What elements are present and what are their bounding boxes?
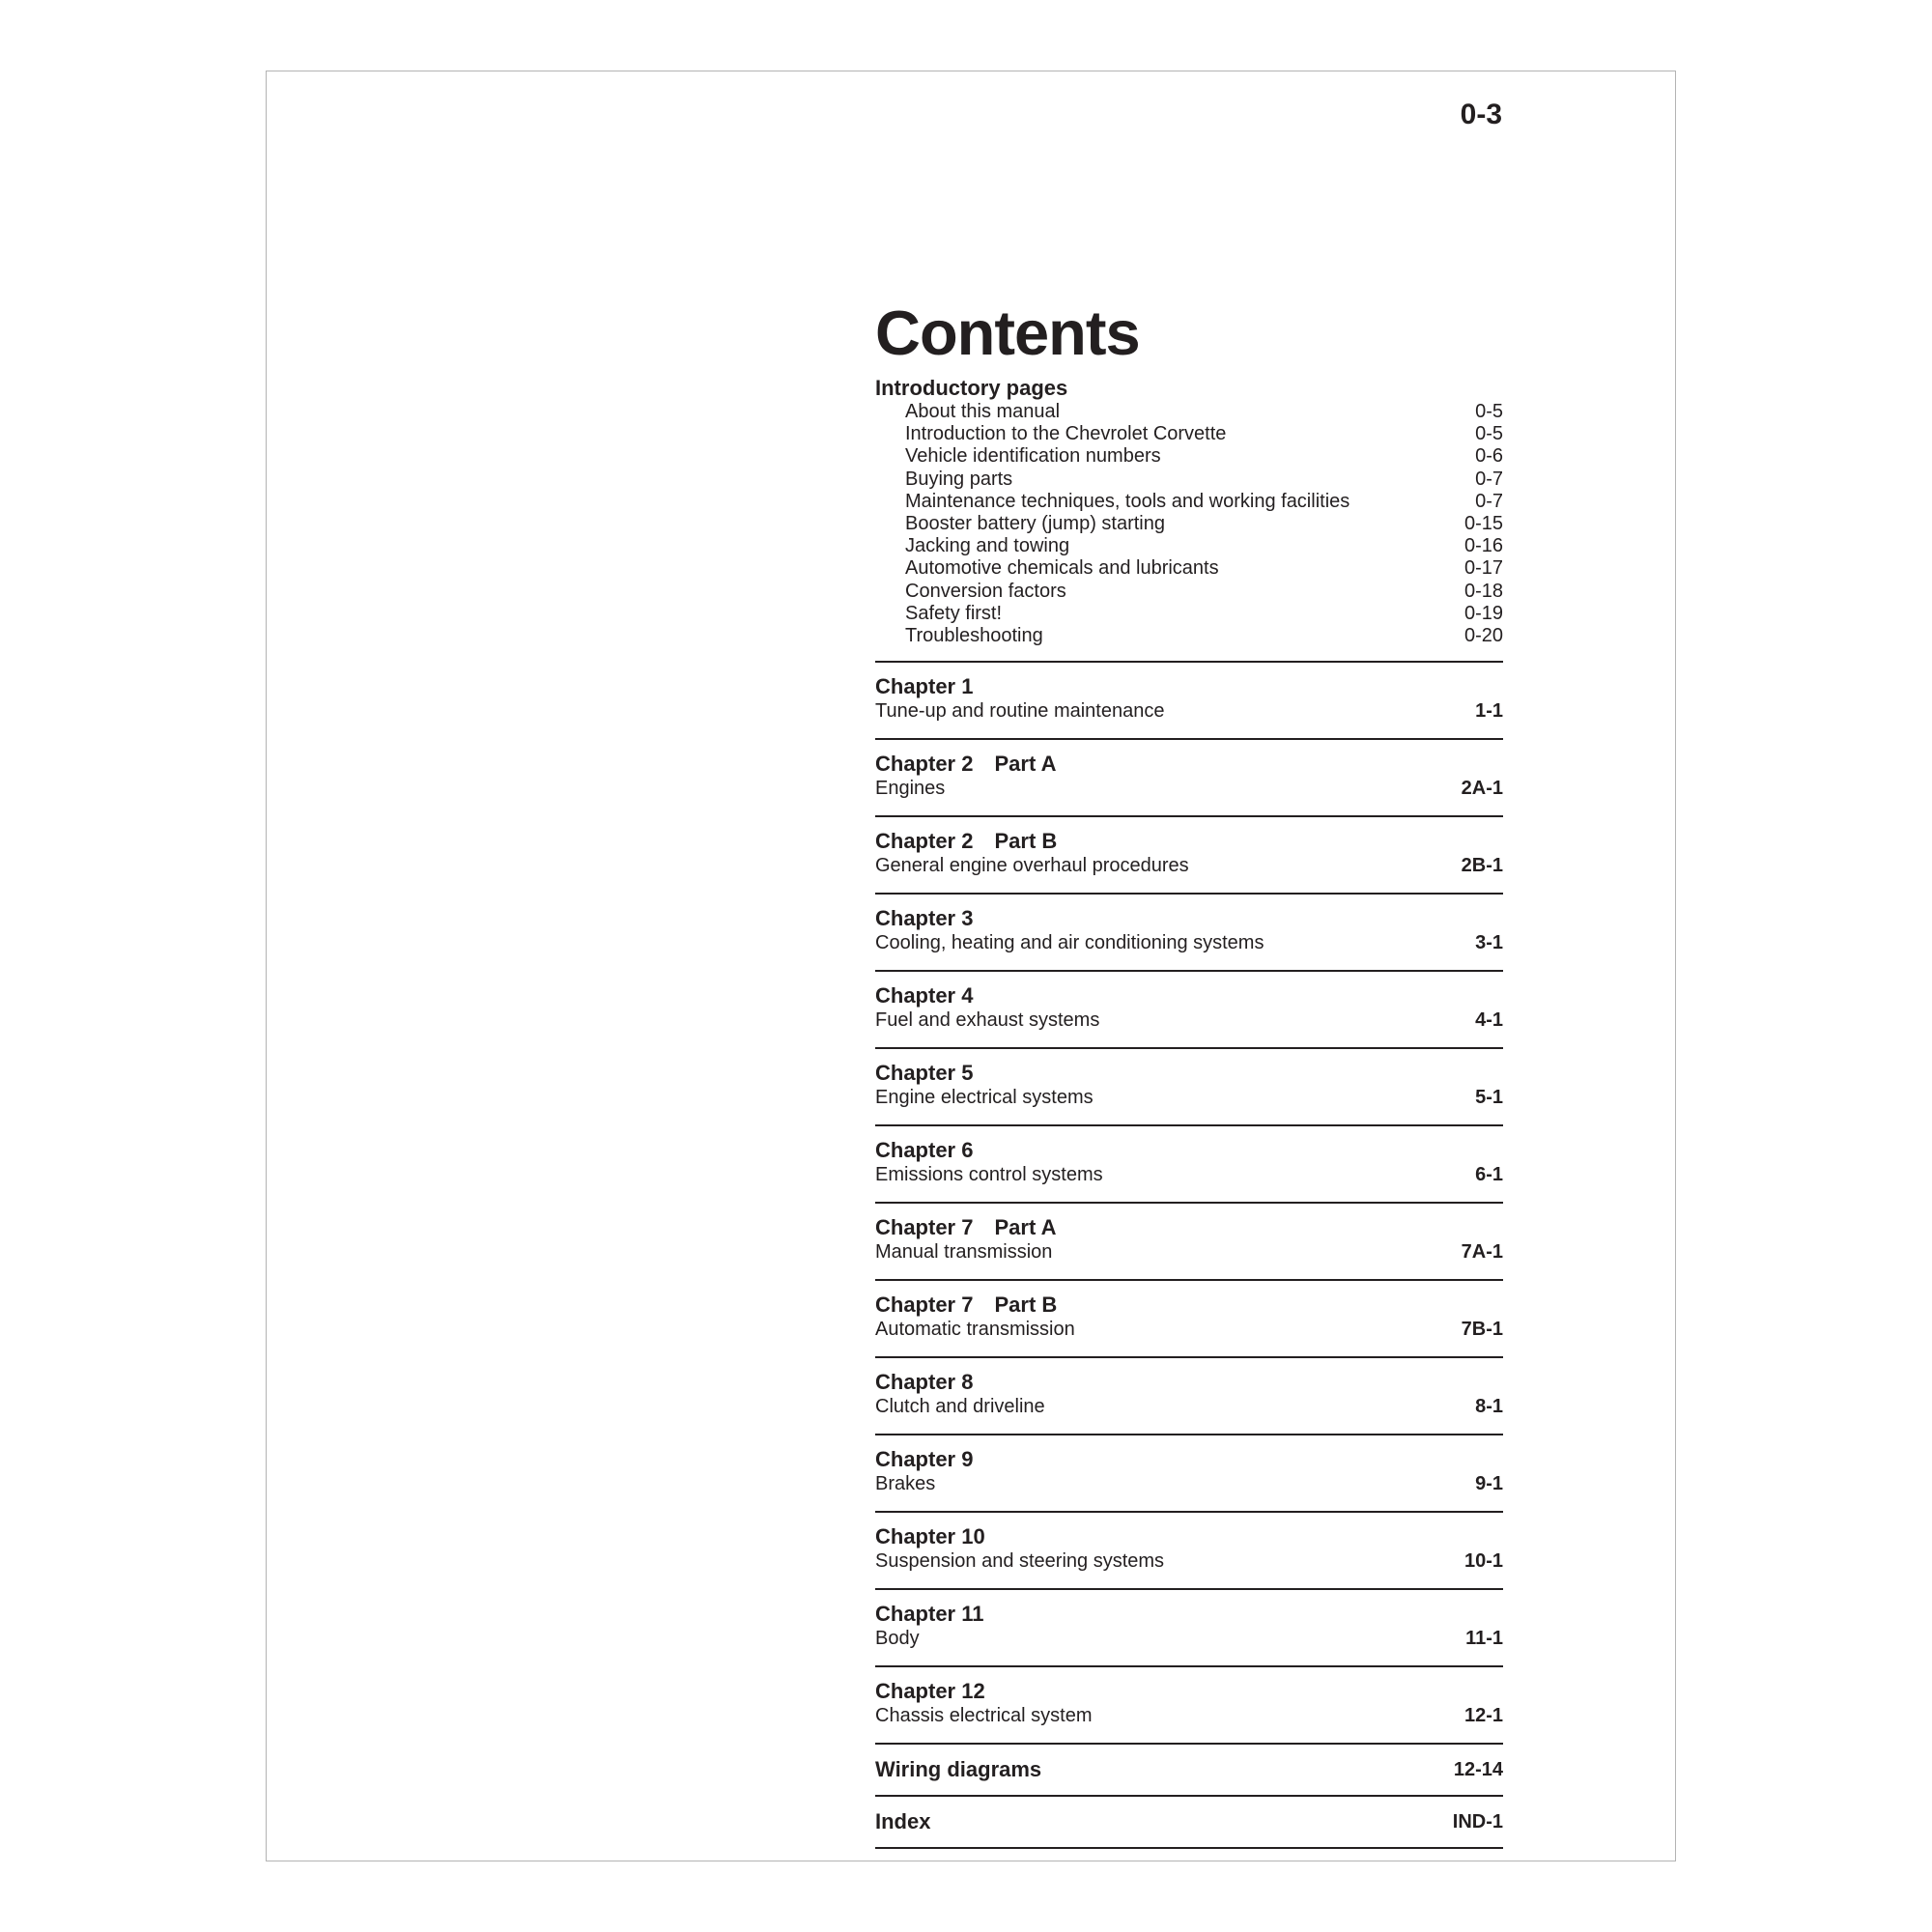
intro-entry[interactable] <box>875 469 1503 491</box>
intro-entry-page: 0-5 <box>1475 423 1503 445</box>
chapter-heading <box>875 906 1503 931</box>
chapter-number: Chapter 10 <box>875 1524 985 1549</box>
chapter-row <box>875 777 1503 800</box>
chapter-description: Brakes <box>875 1473 936 1495</box>
chapter-row <box>875 1240 1503 1264</box>
chapter-number: Chapter 7 <box>875 1293 974 1318</box>
chapter-heading <box>875 1138 1503 1163</box>
chapter-entry[interactable] <box>875 817 1503 895</box>
intro-entry[interactable] <box>875 603 1503 625</box>
chapter-row <box>875 1704 1503 1727</box>
chapter-description: Engine electrical systems <box>875 1087 1094 1109</box>
intro-entry-page: 0-18 <box>1463 580 1503 602</box>
chapter-page: 10-1 <box>1463 1550 1503 1573</box>
chapter-heading <box>875 1370 1503 1395</box>
chapter-row <box>875 1549 1503 1573</box>
chapter-entry[interactable] <box>875 1590 1503 1667</box>
chapter-number: Chapter 8 <box>875 1370 974 1395</box>
chapter-row <box>875 854 1503 877</box>
intro-entry[interactable] <box>875 625 1503 647</box>
chapter-page: 1-1 <box>1475 700 1503 723</box>
intro-entry-label: Introduction to the Chevrolet Corvette <box>905 423 1227 445</box>
introductory-list <box>875 401 1503 647</box>
chapter-page: 12-1 <box>1463 1705 1503 1727</box>
chapter-page: 3-1 <box>1475 932 1503 954</box>
chapter-row <box>875 699 1503 723</box>
chapter-description: Body <box>875 1628 920 1650</box>
chapter-description: Suspension and steering systems <box>875 1550 1165 1573</box>
chapter-heading <box>875 1524 1503 1549</box>
intro-entry-page: 0-5 <box>1475 401 1503 422</box>
chapter-page: 2A-1 <box>1461 778 1503 800</box>
contents-title: Contents <box>875 298 1140 368</box>
extra-entry-page: 12-14 <box>1453 1758 1503 1780</box>
introductory-heading: Introductory pages <box>875 376 1068 400</box>
chapter-page: 11-1 <box>1465 1628 1503 1650</box>
intro-entry-page: 0-7 <box>1475 490 1503 512</box>
chapter-heading <box>875 1215 1503 1240</box>
chapter-number: Chapter 9 <box>875 1447 974 1472</box>
extra-entry[interactable] <box>875 1745 1503 1797</box>
chapter-description: Manual transmission <box>875 1241 1053 1264</box>
chapter-part: Part B <box>994 1293 1058 1318</box>
intro-entry[interactable] <box>875 491 1503 513</box>
chapter-entry[interactable] <box>875 1204 1503 1281</box>
intro-entry[interactable] <box>875 445 1503 468</box>
chapter-page: 4-1 <box>1475 1009 1503 1032</box>
intro-entry-label: Conversion factors <box>905 580 1066 602</box>
chapter-row <box>875 1009 1503 1032</box>
chapter-row <box>875 931 1503 954</box>
extra-entry-title: Index <box>875 1809 931 1834</box>
intro-entry[interactable] <box>875 401 1503 423</box>
chapter-number: Chapter 1 <box>875 674 974 699</box>
intro-entry-page: 0-7 <box>1475 468 1503 490</box>
chapter-number: Chapter 11 <box>875 1602 984 1627</box>
extra-entry-title: Wiring diagrams <box>875 1757 1042 1782</box>
chapter-heading <box>875 674 1503 699</box>
chapter-row <box>875 1627 1503 1650</box>
chapter-row <box>875 1472 1503 1495</box>
intro-entry-label: Buying parts <box>905 468 1013 490</box>
chapter-description: General engine overhaul procedures <box>875 855 1189 877</box>
chapter-entry[interactable] <box>875 740 1503 817</box>
chapter-number: Chapter 3 <box>875 906 974 931</box>
chapter-page: 9-1 <box>1475 1473 1503 1495</box>
chapter-heading <box>875 1602 1503 1627</box>
chapter-number: Chapter 5 <box>875 1061 974 1086</box>
intro-entry-page: 0-15 <box>1463 513 1503 535</box>
intro-entry-label: Troubleshooting <box>905 625 1043 647</box>
chapter-entry[interactable] <box>875 972 1503 1049</box>
table-of-contents <box>875 298 1503 1849</box>
chapter-number: Chapter 2 <box>875 829 974 854</box>
chapter-part: Part A <box>994 752 1057 777</box>
chapter-page: 7A-1 <box>1461 1241 1503 1264</box>
chapter-part: Part A <box>994 1215 1057 1240</box>
chapter-heading <box>875 752 1503 777</box>
chapter-description: Emissions control systems <box>875 1164 1103 1186</box>
intro-entry-label: Maintenance techniques, tools and working facilities <box>905 490 1350 512</box>
chapter-heading <box>875 1679 1503 1704</box>
chapter-part: Part B <box>994 829 1058 854</box>
chapter-entry[interactable] <box>875 663 1503 740</box>
chapter-row <box>875 1395 1503 1418</box>
chapter-row <box>875 1318 1503 1341</box>
intro-entry-page: 0-6 <box>1475 445 1503 468</box>
intro-entry-page: 0-16 <box>1463 535 1503 557</box>
chapter-heading <box>875 1447 1503 1472</box>
introductory-section <box>875 376 1503 663</box>
intro-entry[interactable] <box>875 535 1503 557</box>
extra-entry-page: IND-1 <box>1452 1810 1503 1833</box>
intro-entry-label: Jacking and towing <box>905 535 1070 557</box>
chapter-heading <box>875 983 1503 1009</box>
chapter-number: Chapter 2 <box>875 752 974 777</box>
chapter-number: Chapter 6 <box>875 1138 974 1163</box>
chapter-entry[interactable] <box>875 1435 1503 1513</box>
chapter-entry[interactable] <box>875 1281 1503 1358</box>
chapter-page: 6-1 <box>1475 1164 1503 1186</box>
chapter-entry[interactable] <box>875 1049 1503 1126</box>
chapter-entry[interactable] <box>875 1513 1503 1590</box>
chapter-page: 5-1 <box>1475 1087 1503 1109</box>
chapter-entry[interactable] <box>875 895 1503 972</box>
chapter-number: Chapter 7 <box>875 1215 974 1240</box>
intro-entry-label: Booster battery (jump) starting <box>905 513 1165 535</box>
chapter-heading <box>875 1293 1503 1318</box>
page-number: 0-3 <box>1460 99 1502 130</box>
intro-entry[interactable] <box>875 513 1503 535</box>
extra-entry[interactable] <box>875 1797 1503 1849</box>
intro-entry-label: About this manual <box>905 401 1061 422</box>
chapter-page: 8-1 <box>1475 1396 1503 1418</box>
chapter-row <box>875 1163 1503 1186</box>
chapter-list <box>875 663 1503 1745</box>
chapter-page: 7B-1 <box>1461 1319 1503 1341</box>
intro-entry-label: Automotive chemicals and lubricants <box>905 557 1219 580</box>
chapter-description: Tune-up and routine maintenance <box>875 700 1165 723</box>
intro-entry-label: Vehicle identification numbers <box>905 445 1161 468</box>
intro-entry[interactable] <box>875 423 1503 445</box>
chapter-description: Automatic transmission <box>875 1319 1075 1341</box>
chapter-entry[interactable] <box>875 1358 1503 1435</box>
extras-list <box>875 1745 1503 1849</box>
chapter-entry[interactable] <box>875 1126 1503 1204</box>
chapter-description: Fuel and exhaust systems <box>875 1009 1100 1032</box>
intro-entry[interactable] <box>875 557 1503 580</box>
intro-entry-label: Safety first! <box>905 602 1003 624</box>
chapter-entry[interactable] <box>875 1667 1503 1745</box>
chapter-heading <box>875 829 1503 854</box>
chapter-description: Cooling, heating and air conditioning systems <box>875 932 1264 954</box>
chapter-description: Clutch and driveline <box>875 1396 1045 1418</box>
intro-entry-page: 0-19 <box>1463 602 1503 624</box>
chapter-description: Engines <box>875 778 946 800</box>
chapter-row <box>875 1086 1503 1109</box>
chapter-heading <box>875 1061 1503 1086</box>
intro-entry-page: 0-17 <box>1463 557 1503 580</box>
chapter-page: 2B-1 <box>1461 855 1503 877</box>
chapter-description: Chassis electrical system <box>875 1705 1093 1727</box>
intro-entry[interactable] <box>875 581 1503 603</box>
chapter-number: Chapter 12 <box>875 1679 985 1704</box>
intro-entry-page: 0-20 <box>1463 625 1503 647</box>
chapter-number: Chapter 4 <box>875 983 974 1009</box>
